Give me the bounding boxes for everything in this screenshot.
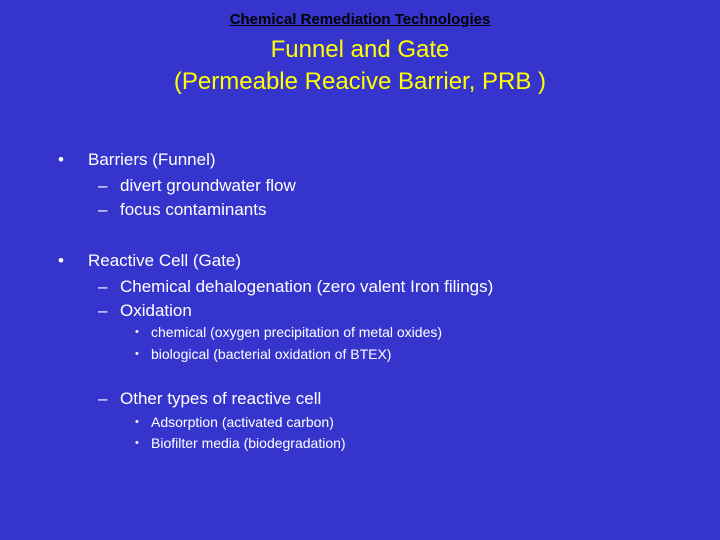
sub-item-label: divert groundwater flow — [120, 176, 296, 195]
sub-sub-item-label: Biofilter media (biodegradation) — [151, 435, 346, 451]
bullet-icon: • — [58, 251, 64, 270]
sub-item-label: Chemical dehalogenation (zero valent Iron filings) — [120, 277, 494, 296]
subtitle-link[interactable]: Chemical Remediation Technologies — [229, 11, 491, 28]
sub-item-label: focus contaminants — [120, 200, 267, 219]
bullet-icon: • — [135, 326, 139, 338]
bullet-icon: • — [135, 348, 139, 360]
sub-sub-item-label: biological (bacterial oxidation of BTEX) — [151, 346, 392, 362]
dash-icon: – — [98, 301, 108, 320]
sub-sub-item-label: chemical (oxygen precipitation of metal oxides) — [151, 324, 443, 340]
dash-icon: – — [98, 389, 108, 408]
dash-icon: – — [98, 176, 108, 195]
title-line-1: Funnel and Gate — [270, 36, 450, 63]
bullet-icon: • — [135, 416, 139, 428]
sub-item-label: Oxidation — [120, 301, 192, 320]
bullet-label: Reactive Cell (Gate) — [88, 251, 242, 270]
bullet-icon: • — [135, 437, 139, 449]
dash-icon: – — [98, 200, 108, 219]
bullet-icon: • — [58, 150, 64, 169]
title-line-2: (Permeable Reacive Barrier, PRB ) — [173, 68, 547, 95]
bullet-label: Barriers (Funnel) — [88, 150, 216, 169]
dash-icon: – — [98, 277, 108, 296]
sub-item-label: Other types of reactive cell — [120, 389, 322, 408]
sub-sub-item-label: Adsorption (activated carbon) — [151, 414, 334, 430]
